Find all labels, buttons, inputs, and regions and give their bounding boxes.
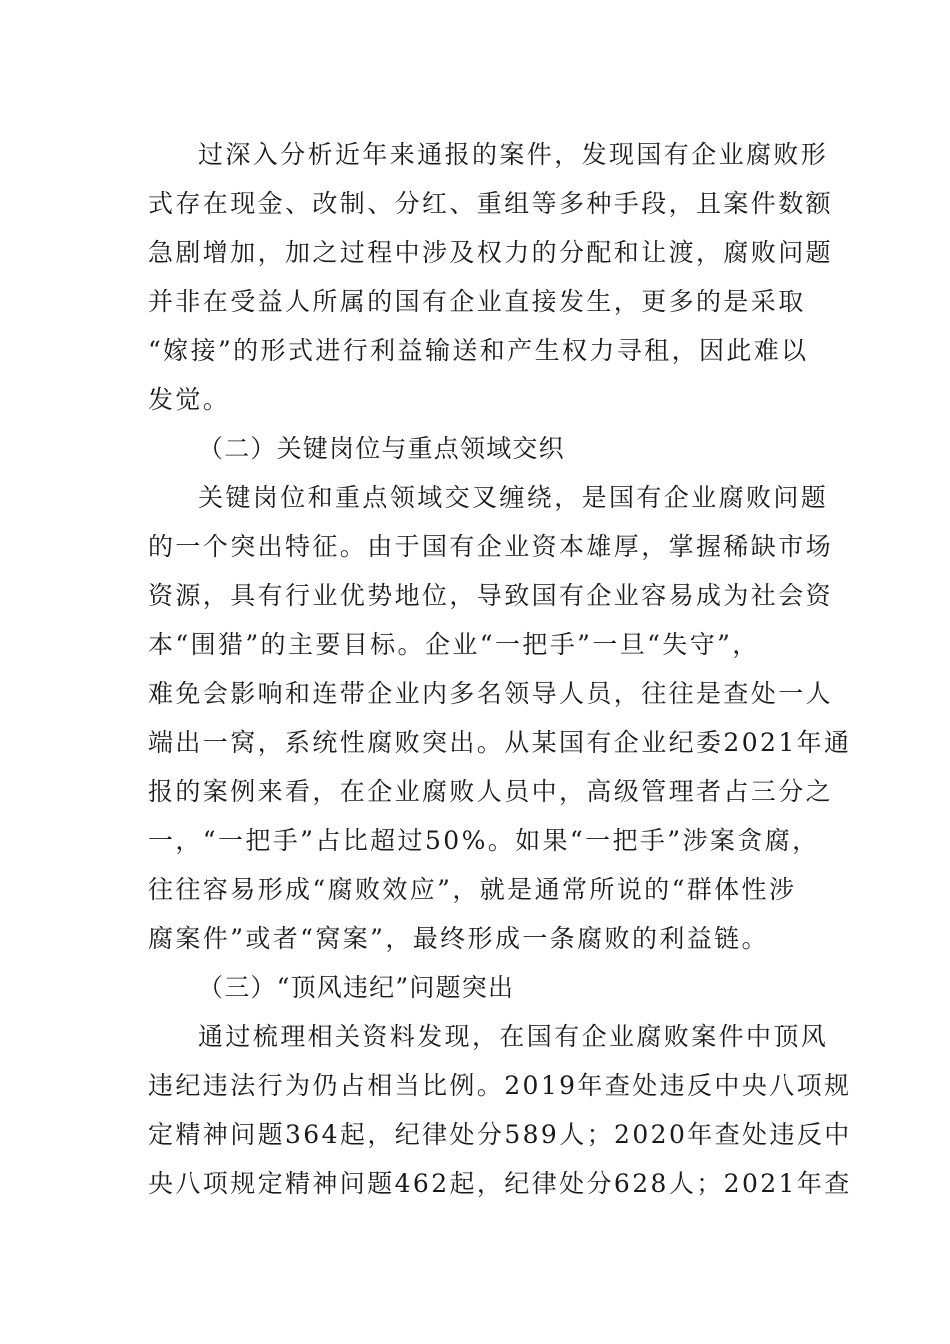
paragraph-line: 式存在现金、改制、分红、重组等多种手段，且案件数额 — [148, 189, 834, 218]
paragraph-line: 并非在受益人所属的国有企业直接发生，更多的是采取 — [148, 287, 806, 316]
paragraph-line: 发觉。 — [148, 385, 231, 414]
paragraph-line: 关键岗位和重点领域交叉缠绕，是国有企业腐败问题 — [198, 483, 829, 512]
paragraph-line: 一，“一把手”占比超过50%。如果“一把手”涉案贪腐， — [148, 826, 820, 855]
paragraph-line: 违纪违法行为仍占相当比例。2019年查处违反中央八项规 — [148, 1071, 852, 1100]
section-heading: （三）“顶风违纪”问题突出 — [198, 973, 515, 1002]
paragraph-line: 的一个突出特征。由于国有企业资本雄厚，掌握稀缺市场 — [148, 532, 834, 561]
paragraph-line: 往往容易形成“腐败效应”，就是通常所说的“群体性涉 — [148, 875, 797, 904]
paragraph-line: 央八项规定精神问题462起，纪律处分628人；2021年查 — [148, 1169, 852, 1198]
paragraph-line: 端出一窝，系统性腐败突出。从某国有企业纪委2021年通 — [148, 728, 852, 757]
section-heading: （二）关键岗位与重点领域交织 — [198, 434, 565, 463]
paragraph-line: 腐案件”或者“窝案”，最终形成一条腐败的利益链。 — [148, 924, 769, 953]
paragraph-line: 报的案例来看，在企业腐败人员中，高级管理者占三分之 — [148, 777, 834, 806]
paragraph-line: 资源，具有行业优势地位，导致国有企业容易成为社会资 — [148, 581, 834, 610]
paragraph-line: 通过梳理相关资料发现，在国有企业腐败案件中顶风 — [198, 1022, 829, 1051]
paragraph-line: “嫁接”的形式进行利益输送和产生权力寻租，因此难以 — [148, 336, 809, 365]
paragraph-line: 难免会影响和连带企业内多名领导人员，往往是查处一人 — [148, 679, 834, 708]
paragraph-line: 急剧增加，加之过程中涉及权力的分配和让渡，腐败问题 — [148, 238, 834, 267]
paragraph-line: 本“围猎”的主要目标。企业“一把手”一旦“失守”， — [148, 630, 760, 659]
paragraph-line: 过深入分析近年来通报的案件，发现国有企业腐败形 — [198, 140, 829, 169]
paragraph-line: 定精神问题364起，纪律处分589人；2020年查处违反中 — [148, 1120, 852, 1149]
